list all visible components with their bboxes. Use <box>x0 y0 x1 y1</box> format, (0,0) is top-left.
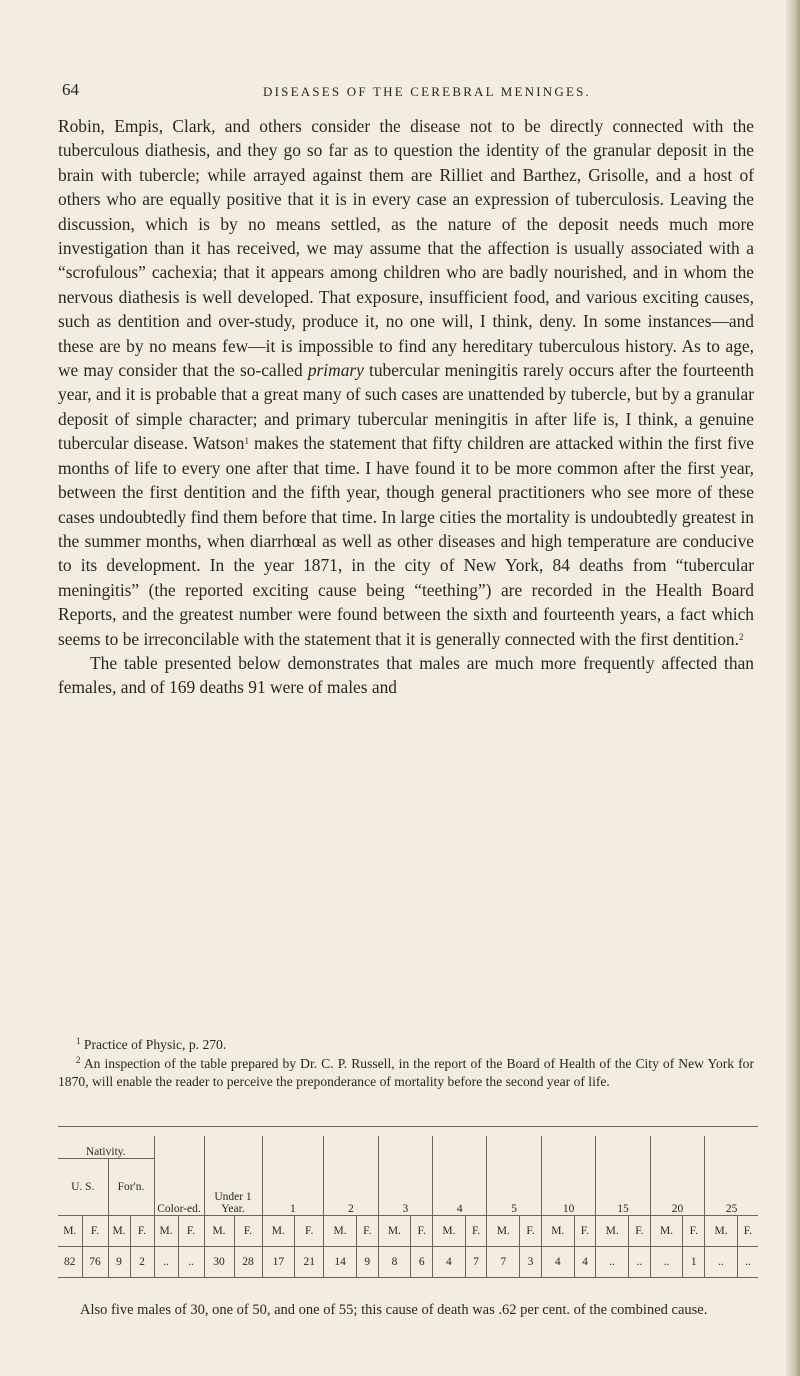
age-header-5: 5 <box>487 1136 541 1216</box>
cell-age15-f: .. <box>629 1247 651 1278</box>
age-header-10: 10 <box>541 1136 595 1216</box>
paragraph-1 <box>58 114 754 651</box>
sex-male: M. <box>324 1216 357 1247</box>
page-edge-shadow <box>786 0 800 1376</box>
cell-age5-f: 3 <box>520 1247 542 1278</box>
cell-age3-f: 6 <box>411 1247 433 1278</box>
age-header-2: 2 <box>324 1136 378 1216</box>
cell-under1-f: 28 <box>234 1247 262 1278</box>
sex-male: M. <box>650 1216 683 1247</box>
sex-male: M. <box>541 1216 574 1247</box>
page-header <box>62 80 752 104</box>
cell-age5-m: 7 <box>487 1247 520 1278</box>
sex-female: F. <box>629 1216 651 1247</box>
paragraph-1-part-b: tubercular meningitis rarely occurs after the fourteenth year, and it is probable that a great many of such cases are unattended by tubercle, but by a granular deposit of simple character; and primary tubercular meningitis in after life is, I think, a genuine tubercular disease. Watson <box>58 360 755 454</box>
table-sex-row <box>58 1216 758 1247</box>
cell-age10-m: 4 <box>541 1247 574 1278</box>
paragraph-2: The table presented below demonstrates that males are much more frequently affected than females, and of 169 deaths 91 were of males and <box>58 652 754 698</box>
nativity-header: Nativity. <box>58 1136 154 1159</box>
sex-female: F. <box>683 1216 705 1247</box>
us-header: U. S. <box>71 1181 95 1193</box>
age-header-15: 15 <box>596 1136 650 1216</box>
age-header-3: 3 <box>378 1136 432 1216</box>
sex-male: M. <box>154 1216 178 1247</box>
colored-header: Color-ed. <box>154 1136 204 1216</box>
footnote-2-text: An inspection of the table prepared by Dr. C. P. Russell, in the report of the Board of Health of the City of New York for 1870, will enable the reader to perceive the preponderance of mortality before the second year of life. <box>58 1055 754 1089</box>
footnote-1-mark: 1 <box>76 1036 81 1046</box>
cell-age20-m: .. <box>650 1247 683 1278</box>
cell-under1-m: 30 <box>204 1247 234 1278</box>
sex-male: M. <box>433 1216 466 1247</box>
table-top-rule <box>58 1126 758 1127</box>
sex-male: M. <box>487 1216 520 1247</box>
cell-age1-m: 17 <box>262 1247 295 1278</box>
age-header-1: 1 <box>262 1136 324 1216</box>
table-note <box>58 1300 754 1320</box>
cell-age3-m: 8 <box>378 1247 411 1278</box>
running-head: DISEASES OF THE CEREBRAL MENINGES. <box>263 84 591 99</box>
age-header-25: 25 <box>705 1136 758 1216</box>
emphasis-primary: primary <box>307 360 364 381</box>
cell-age2-f: 9 <box>356 1247 378 1278</box>
footnotes <box>58 1036 754 1092</box>
cell-foreign-m: 9 <box>108 1247 130 1278</box>
footnote-2 <box>58 1055 754 1092</box>
age-header-20: 20 <box>650 1136 704 1216</box>
footnote-ref-1: 1 <box>244 436 249 447</box>
sex-male: M. <box>108 1216 130 1247</box>
sex-female: F. <box>465 1216 487 1247</box>
sex-female: F. <box>411 1216 433 1247</box>
sex-female: F. <box>82 1216 108 1247</box>
cell-age1-f: 21 <box>295 1247 324 1278</box>
sex-female: F. <box>234 1216 262 1247</box>
footnote-1 <box>58 1036 754 1055</box>
cell-colored-m: .. <box>154 1247 178 1278</box>
sex-male: M. <box>378 1216 411 1247</box>
cell-age25-f: .. <box>737 1247 758 1278</box>
sex-female: F. <box>356 1216 378 1247</box>
age-header-4: 4 <box>433 1136 487 1216</box>
sex-female: F. <box>130 1216 154 1247</box>
sex-male: M. <box>596 1216 629 1247</box>
cell-age4-f: 7 <box>465 1247 487 1278</box>
sex-male: M. <box>58 1216 82 1247</box>
sex-male: M. <box>262 1216 295 1247</box>
sex-female: F. <box>574 1216 596 1247</box>
cell-age25-m: .. <box>705 1247 738 1278</box>
sex-male: M. <box>705 1216 738 1247</box>
paragraph-1-part-a: Robin, Empis, Clark, and others consider the disease not to be directly connected with the tuberculous diathesis, and they go so far as to question the identity of the granular deposit in the brain with tubercle; while arrayed against them are Rilliet and Barthez, Grisolle, and a host of others who are equally positive that it is in every case an expression of tuberculosis. Leaving the discussion, which is by no means settled, as the nature of the deposit needs much more investigation than it has received, we may assume that the affection is usually associated with a “scrofulous” cachexia; that it appears among children who are badly nourished, and in whom the nervous diathesis is well developed. That exposure, insufficient food, and various exciting causes, such as dentition and over-study, produce it, no one will, I think, deny. In some instances—and these are by no means few—it is impossible to find any hereditary tuberculous history. As to age, we may consider that the so-called <box>58 116 754 381</box>
footnote-1-text: Practice of Physic, p. 270. <box>83 1037 227 1052</box>
footnote-ref-2: 2 <box>738 631 744 642</box>
mortality-table <box>58 1136 758 1278</box>
paragraph-1-part-c: makes the statement that fifty children are attacked within the first five months of life to every one after that time. I have found it to be more common after the first year, between the first dentition and the fifth year, though general practitioners who see more of these cases undoubtedly find them before that time. In large cities the mortality is undoubtedly greatest in the summer months, when diarrhœal as well as other diseases and high temperature are conducive to its development. In the year 1871, in the city of New York, 84 deaths from “tubercular meningitis” (the reported exciting cause being “teething”) are recorded in the Health Board Reports, and the greatest number were found between the sixth and fourteenth years, a fact which seems to be irreconcilable with the statement that it is generally connected with the first dentition. <box>58 433 754 649</box>
table-note-text: Also five males of 30, one of 50, and one of 55; this cause of death was .62 per cent. of the combined cause. <box>80 1302 708 1318</box>
cell-foreign-f: 2 <box>130 1247 154 1278</box>
sex-female: F. <box>737 1216 758 1247</box>
cell-age4-m: 4 <box>433 1247 466 1278</box>
sex-female: F. <box>178 1216 204 1247</box>
sex-female: F. <box>295 1216 324 1247</box>
cell-age15-m: .. <box>596 1247 629 1278</box>
cell-us-f: 76 <box>82 1247 108 1278</box>
sex-male: M. <box>204 1216 234 1247</box>
body-text <box>58 114 754 700</box>
page-number: 64 <box>62 80 79 99</box>
cell-us-m: 82 <box>58 1247 82 1278</box>
under-one-year-header: Under 1 Year. <box>204 1136 262 1216</box>
cell-age2-m: 14 <box>324 1247 357 1278</box>
footnote-2-mark: 2 <box>76 1054 81 1065</box>
foreign-header: For'n. <box>108 1159 154 1216</box>
cell-age10-f: 4 <box>574 1247 596 1278</box>
cell-colored-f: .. <box>178 1247 204 1278</box>
table-data-row <box>58 1247 758 1278</box>
table-header-nativity-row <box>58 1136 758 1159</box>
cell-age20-f: 1 <box>683 1247 705 1278</box>
sex-female: F. <box>520 1216 542 1247</box>
